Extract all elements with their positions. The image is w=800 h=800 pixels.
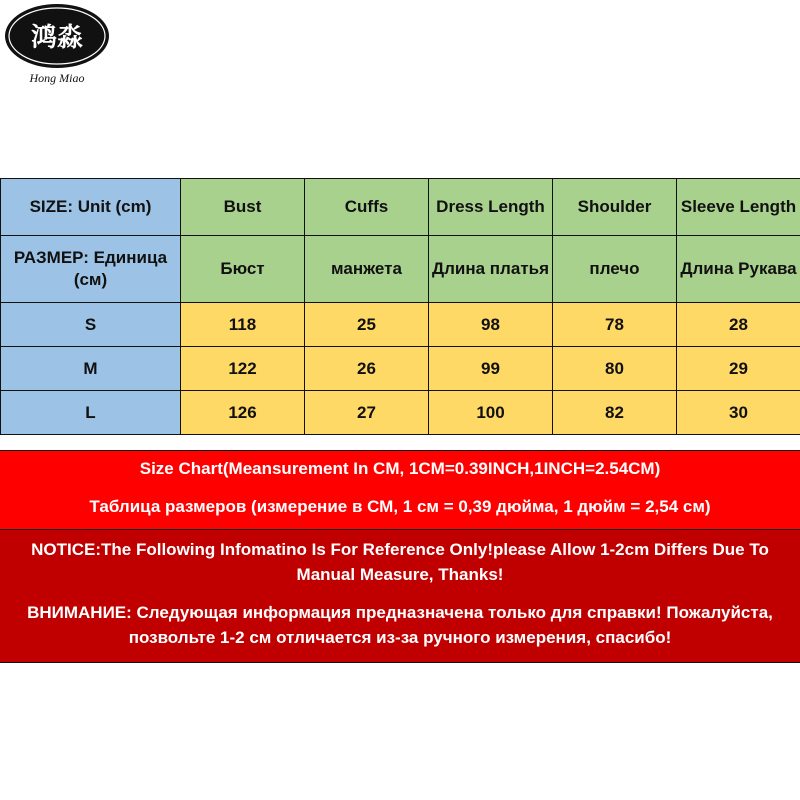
sleeve-length-value: 29: [677, 347, 800, 391]
header-shoulder: Shoulder: [553, 179, 677, 236]
table-header-row-en: [1, 179, 800, 236]
header-bust-ru: Бюст: [181, 236, 305, 303]
header-bust: Bust: [181, 179, 305, 236]
bust-value: 118: [181, 303, 305, 347]
svg-text:Hong Miao: Hong Miao: [29, 71, 85, 85]
dress-length-value: 98: [429, 303, 553, 347]
sleeve-length-value: 30: [677, 391, 800, 435]
dress-length-value: 99: [429, 347, 553, 391]
header-dress-length-ru: Длина платья: [429, 236, 553, 303]
header-size-unit: SIZE: Unit (cm): [1, 179, 181, 236]
size-label: S: [1, 303, 181, 347]
sleeve-length-value: 28: [677, 303, 800, 347]
cuffs-value: 25: [305, 303, 429, 347]
notice-ru: ВНИМАНИЕ: Следующая информация предназначена только для справки! Пожалуйста, позвольте 1-2 см отличается из-за ручного измерения, спасибо!: [27, 603, 773, 647]
size-table: [0, 178, 800, 435]
size-label: L: [1, 391, 181, 435]
header-size-unit-ru: РАЗМЕР: Единица (см): [1, 236, 181, 303]
shoulder-value: 78: [553, 303, 677, 347]
svg-text:鸿淼: 鸿淼: [30, 23, 84, 53]
size-label: M: [1, 347, 181, 391]
header-sleeve-length-ru: Длина Рукава: [677, 236, 800, 303]
table-row-s: [1, 303, 800, 347]
size-chart-note-ru: Таблица размеров (измерение в СМ, 1 см = 0,39 дюйма, 1 дюйм = 2,54 см): [89, 497, 711, 516]
shoulder-value: 80: [553, 347, 677, 391]
header-cuffs: Cuffs: [305, 179, 429, 236]
shoulder-value: 82: [553, 391, 677, 435]
bust-value: 126: [181, 391, 305, 435]
notice-en: NOTICE:The Following Infomatino Is For Reference Only!please Allow 1-2cm Differs Due To Manual Measure, Thanks!: [31, 540, 769, 584]
cuffs-value: 27: [305, 391, 429, 435]
bust-value: 122: [181, 347, 305, 391]
header-sleeve-length: Sleeve Length: [677, 179, 800, 236]
table-row-l: [1, 391, 800, 435]
table-row-m: [1, 347, 800, 391]
size-chart-note-en: Size Chart(Meansurement In CM, 1CM=0.39INCH,1INCH=2.54CM): [139, 459, 661, 478]
notice-banner: [0, 530, 800, 663]
size-chart-banner: [0, 450, 800, 530]
brand-logo: [0, 0, 118, 88]
cuffs-value: 26: [305, 347, 429, 391]
header-dress-length: Dress Length: [429, 179, 553, 236]
header-shoulder-ru: плечо: [553, 236, 677, 303]
header-cuffs-ru: манжета: [305, 236, 429, 303]
dress-length-value: 100: [429, 391, 553, 435]
table-header-row-ru: [1, 236, 800, 303]
